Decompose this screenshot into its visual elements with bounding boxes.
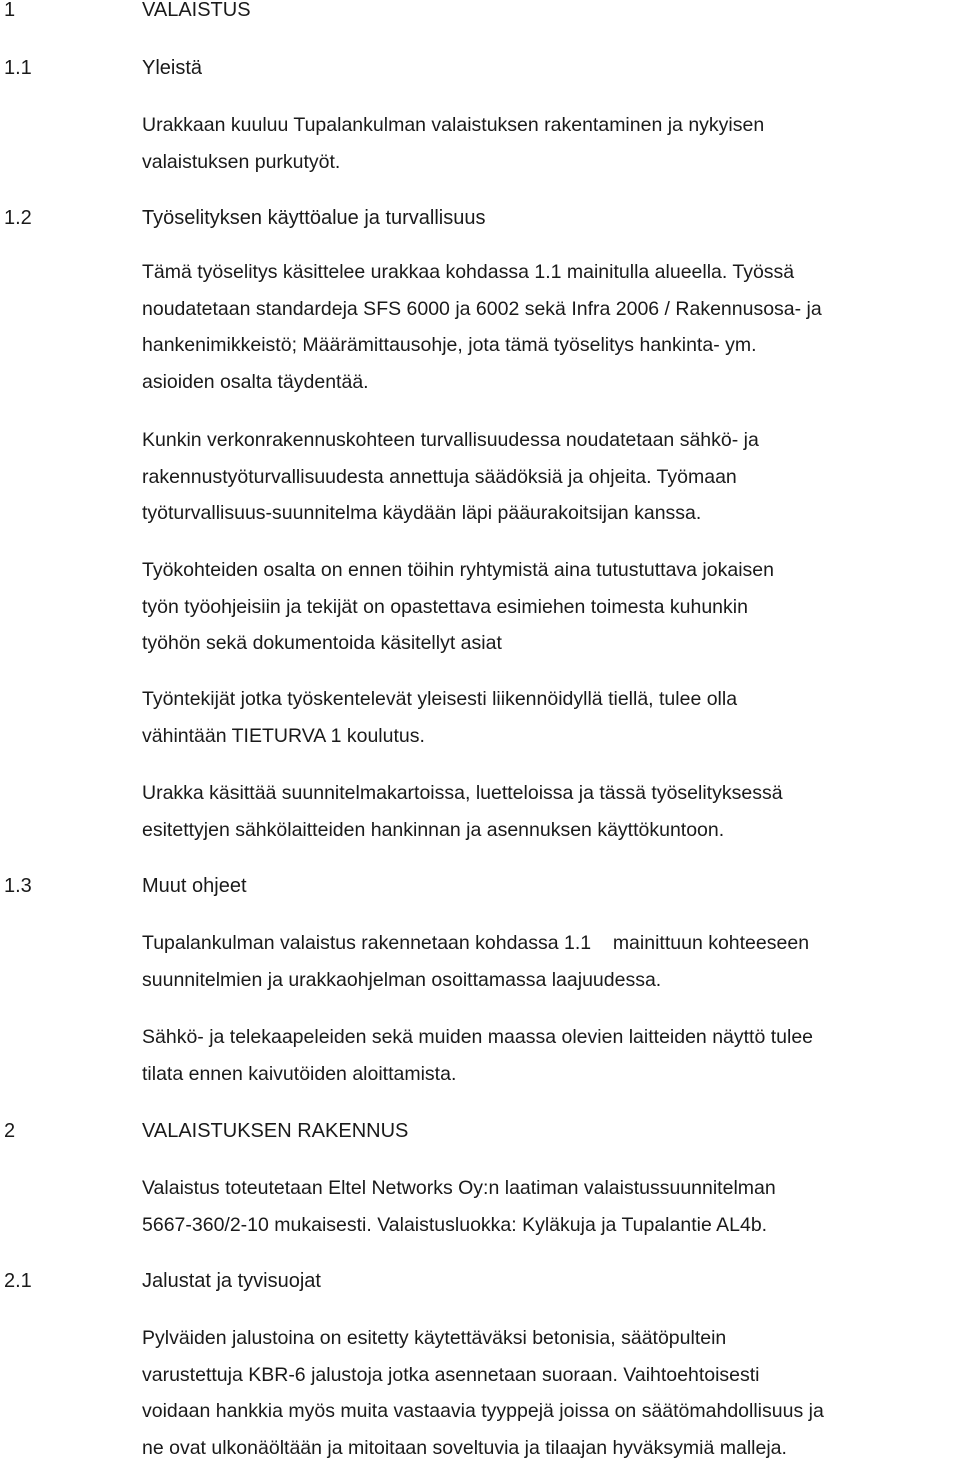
paragraph <box>142 422 960 532</box>
paragraph <box>142 925 960 998</box>
paragraph-line: Tämä työselitys käsittelee urakkaa kohdassa 1.1 mainitulla alueella. Työssä <box>142 254 960 291</box>
paragraph <box>142 775 960 848</box>
paragraph-line: Kunkin verkonrakennuskohteen turvallisuudessa noudatetaan sähkö- ja <box>142 422 960 459</box>
section-number: 1.2 <box>4 206 134 230</box>
section-number: 1.3 <box>4 874 134 898</box>
paragraph <box>142 681 960 754</box>
paragraph-line: hankenimikkeistö; Määrämittausohje, jota tämä työselitys hankinta- ym. <box>142 327 960 364</box>
paragraph-line: noudatetaan standardeja SFS 6000 ja 6002 sekä Infra 2006 / Rakennusosa- ja <box>142 291 960 328</box>
section-title: VALAISTUKSEN RAKENNUS <box>142 1119 408 1143</box>
paragraph-line: varustettuja KBR-6 jalustoja jotka asennetaan suoraan. Vaihtoehtoisesti <box>142 1357 960 1394</box>
paragraph-line: Pylväiden jalustoina on esitetty käytettäväksi betonisia, säätöpultein <box>142 1320 960 1357</box>
section-number: 1.1 <box>4 56 134 80</box>
paragraph-line: voidaan hankkia myös muita vastaavia tyyppejä joissa on säätömahdollisuus ja <box>142 1393 960 1430</box>
paragraph-line: ne ovat ulkonäöltään ja mitoitaan soveltuvia ja tilaajan hyväksymiä malleja. <box>142 1430 960 1466</box>
paragraph-line: rakennustyöturvallisuudesta annettuja säädöksiä ja ohjeita. Työmaan <box>142 459 960 496</box>
paragraph-line: Työkohteiden osalta on ennen töihin ryhtymistä aina tutustuttava jokaisen <box>142 552 960 589</box>
paragraph <box>142 1019 960 1092</box>
section-title: Jalustat ja tyvisuojat <box>142 1269 321 1293</box>
paragraph-line: 5667-360/2-10 mukaisesti. Valaistusluokka: Kyläkuja ja Tupalantie AL4b. <box>142 1207 960 1244</box>
paragraph <box>142 552 960 662</box>
paragraph <box>142 1170 960 1243</box>
section-number: 2 <box>4 1119 134 1143</box>
paragraph-line: suunnitelmien ja urakkaohjelman osoittamassa laajuudessa. <box>142 962 960 999</box>
section-title: Yleistä <box>142 56 202 80</box>
section-number: 2.1 <box>4 1269 134 1293</box>
paragraph-line: Tupalankulman valaistus rakennetaan kohdassa 1.1 mainittuun kohteeseen <box>142 925 960 962</box>
paragraph-line: esitettyjen sähkölaitteiden hankinnan ja asennuksen käyttökuntoon. <box>142 812 960 849</box>
paragraph-line: työn työohjeisiin ja tekijät on opastettava esimiehen toimesta kuhunkin <box>142 589 960 626</box>
paragraph-line: Urakkaan kuuluu Tupalankulman valaistuksen rakentaminen ja nykyisen <box>142 107 960 144</box>
paragraph-line: valaistuksen purkutyöt. <box>142 144 960 181</box>
section-number: 1 <box>4 0 134 22</box>
paragraph-line: asioiden osalta täydentää. <box>142 364 960 401</box>
paragraph-line: työhön sekä dokumentoida käsitellyt asiat <box>142 625 960 662</box>
paragraph <box>142 107 960 180</box>
paragraph-line: vähintään TIETURVA 1 koulutus. <box>142 718 960 755</box>
section-title: VALAISTUS <box>142 0 251 22</box>
paragraph <box>142 1320 960 1466</box>
paragraph-line: Valaistus toteutetaan Eltel Networks Oy:n laatiman valaistussuunnitelman <box>142 1170 960 1207</box>
paragraph-line: työturvallisuus-suunnitelma käydään läpi pääurakoitsijan kanssa. <box>142 495 960 532</box>
paragraph <box>142 254 960 400</box>
paragraph-line: Työntekijät jotka työskentelevät yleisesti liikennöidyllä tiellä, tulee olla <box>142 681 960 718</box>
paragraph-line: Urakka käsittää suunnitelmakartoissa, luetteloissa ja tässä työselityksessä <box>142 775 960 812</box>
paragraph-line: Sähkö- ja telekaapeleiden sekä muiden maassa olevien laitteiden näyttö tulee <box>142 1019 960 1056</box>
paragraph-line: tilata ennen kaivutöiden aloittamista. <box>142 1056 960 1093</box>
section-title: Työselityksen käyttöalue ja turvallisuus <box>142 206 486 230</box>
section-title: Muut ohjeet <box>142 874 247 898</box>
